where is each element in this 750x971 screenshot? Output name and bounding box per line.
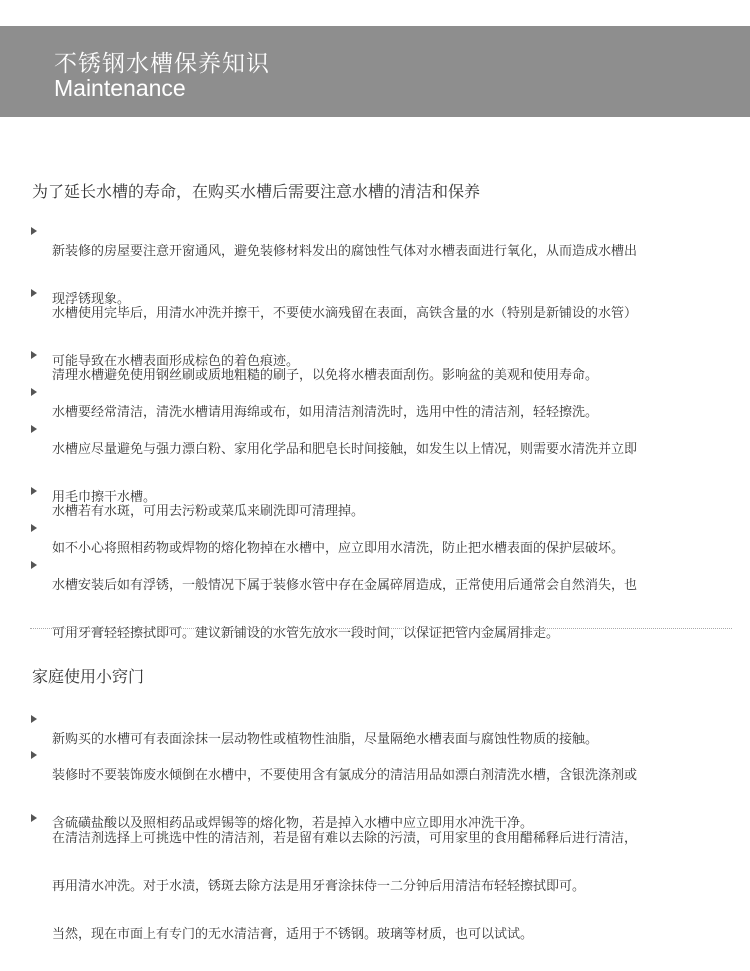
top-margin [0, 0, 750, 26]
list-item-text: 水槽安装后如有浮锈，一般情况下属于装修水管中存在金属碎屑造成，正常使用后通常会自然消失，也 可用牙膏轻轻擦拭即可。建议新铺设的水管先放水一段时间，以保证把管内金属屑排走。 [52, 578, 638, 641]
list-item-text: 新购买的水槽可有表面涂抹一层动物性或植物性油脂，尽量隔绝水槽表面与腐蚀性物质的接触。 [52, 732, 599, 747]
bullet-arrow-icon [31, 289, 37, 297]
bullet-arrow-icon [31, 351, 37, 359]
list-item-text: 在清洁剂选择上可挑选中性的清洁剂，若是留有难以去除的污渍，可用家里的食用醋稀释后进行清洁， 再用清水冲洗。对于水渍，锈斑去除方法是用牙膏涂抹侍一二分钟后用清洁布轻轻擦拭即可。 当然，现在市面上有专门的无水清洁膏，适用于不锈钢。玻璃等材质，也可以试试。 [52, 831, 638, 942]
list-item-text: 清理水槽避免使用钢丝刷或质地粗糙的刷子，以免将水槽表面刮伤。影响盆的美观和使用寿命。 [52, 368, 599, 383]
bullet-arrow-icon [31, 715, 37, 723]
list-item-text: 水槽若有水斑，可用去污粉或菜瓜来刷洗即可清理掉。 [52, 504, 365, 519]
bullet-arrow-icon [31, 814, 37, 822]
list-item-text: 水槽应尽量避免与强力漂白粉、家用化学品和肥皂长时间接触，如发生以上情况，则需要水清洗并立即 用毛巾擦干水槽。 [52, 442, 638, 505]
bullet-arrow-icon [31, 425, 37, 433]
bullet-arrow-icon [31, 561, 37, 569]
bullet-arrow-icon [31, 227, 37, 235]
bullet-arrow-icon [31, 388, 37, 396]
list-item-text: 装修时不要装饰废水倾倒在水槽中，不要使用含有氯成分的清洁用品如漂白剂清洗水槽，含银洗涤剂或 含硫磺盐酸以及照相药品或焊锡等的熔化物，若是掉入水槽中应立即用水冲洗干净。 [52, 768, 638, 831]
banner-subtitle: Maintenance [54, 75, 186, 101]
bullet-arrow-icon [31, 751, 37, 759]
dotted-divider [30, 628, 732, 629]
banner-title: 不锈钢水槽保养知识 [54, 51, 270, 77]
bullet-arrow-icon [31, 524, 37, 532]
bullet-arrow-icon [31, 487, 37, 495]
list-item-text: 水槽要经常清洁，清洗水槽请用海绵或布，如用清洁剂清洗时，选用中性的清洁剂，轻轻擦洗。 [52, 405, 599, 420]
section-heading-care: 为了延长水槽的寿命，在购买水槽后需要注意水槽的清洁和保养 [32, 182, 481, 201]
section-heading-tips: 家庭使用小窍门 [32, 667, 145, 686]
list-item-text: 新装修的房屋要注意开窗通风，避免装修材料发出的腐蚀性气体对水槽表面进行氧化，从而造成水槽出 现浮锈现象。 [52, 244, 638, 307]
list-item-text: 如不小心将照相药物或焊物的熔化物掉在水槽中，应立即用水清洗，防止把水槽表面的保护层破坏。 [52, 541, 625, 556]
list-item-text: 水槽使用完毕后，用清水冲洗并擦干，不要使水滴残留在表面，高铁含量的水（特别是新铺设的水管） 可能导致在水槽表面形成棕色的着色痕迹。 [52, 306, 638, 369]
